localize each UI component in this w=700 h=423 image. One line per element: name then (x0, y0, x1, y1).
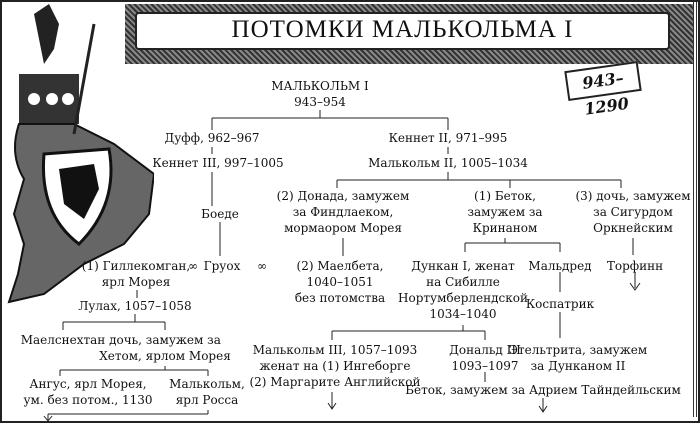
node-maldred: Мальдред (528, 259, 592, 273)
line: за Дунканом II (530, 359, 626, 373)
line: дочь, замужем за (109, 333, 221, 347)
line: Этельтрита, замужем (508, 343, 648, 357)
line: (3) дочь, замужем (575, 189, 691, 203)
line: Малькольм III, 1057–1093 (252, 343, 418, 357)
node-name: МАЛЬКОЛЬМ I (271, 79, 369, 93)
marriage-icon: ∞ (257, 259, 267, 273)
node-betok (467, 188, 542, 236)
line: ярл Росса (175, 393, 239, 407)
node-years: 943–954 (294, 95, 346, 109)
line: (2) Донада, замужем (276, 189, 410, 203)
line: 1093–1097 (451, 359, 519, 373)
line: Нортумберлендской (398, 291, 528, 305)
node-angus (23, 376, 152, 408)
node-ethelreda (509, 342, 647, 374)
line: Ангус, ярл Морея, (29, 377, 147, 391)
node-maelsnechtan: Маелснехтан (20, 333, 106, 347)
node-duncan-1 (398, 258, 528, 322)
node-gruoch: Груох (203, 259, 241, 273)
node-malcolm-1 (271, 78, 369, 110)
line: Хетом, ярлом Морея (99, 349, 231, 363)
marriage-icon: ∞ (188, 259, 198, 273)
line: (2) Маргарите Английской (249, 375, 421, 389)
line: без потомства (294, 291, 386, 305)
line: Дональд III (449, 343, 521, 357)
node-cospatric: Коспатрик (525, 297, 595, 311)
line: (2) Маелбета, (296, 259, 384, 273)
line: (1) Беток, (474, 189, 536, 203)
line: за Сигурдом (593, 205, 673, 219)
node-donada (277, 188, 410, 236)
node-gillecomgan (82, 258, 190, 290)
line: ум. без потом., 1130 (23, 393, 153, 407)
node-macbeth (295, 258, 385, 306)
node-kenneth-3: Кеннет III, 997–1005 (152, 156, 284, 170)
line: за Финдлаеком, (292, 205, 394, 219)
line: Малькольм, (169, 377, 245, 391)
line: 1040–1051 (306, 275, 374, 289)
line: женат на (1) Ингеборге (259, 359, 411, 373)
line: замужем за (467, 205, 543, 219)
line: ярл Морея (101, 275, 171, 289)
page-title: ПОТОМКИ МАЛЬКОЛЬМА I (231, 16, 574, 43)
node-malcolm-2: Малькольм II, 1005–1034 (368, 156, 528, 170)
node-malcolm-ross (169, 376, 245, 408)
line: 1034–1040 (429, 307, 497, 321)
line: Оркнейским (593, 221, 673, 235)
node-kenneth-2: Кеннет II, 971–995 (388, 131, 508, 145)
line: Дункан I, женат (411, 259, 515, 273)
node-betok-2: Беток, замужем за Адрием Тайндейльским (405, 383, 681, 397)
node-daughter-heth (99, 332, 231, 364)
date-ribbon: 943–1290 (564, 61, 641, 101)
node-lulach: Лулах, 1057–1058 (78, 299, 192, 313)
node-duff: Дуфф, 962–967 (164, 131, 260, 145)
line: Кринаном (472, 221, 538, 235)
node-daughter-sigurd (575, 188, 690, 236)
line: мормаором Морея (284, 221, 402, 235)
node-boede: Боеде (201, 207, 239, 221)
node-thorfinn: Торфинн (606, 259, 664, 273)
line: (1) Гиллекомган, (81, 259, 191, 273)
node-malcolm-3 (249, 342, 420, 390)
line: на Сибилле (426, 275, 500, 289)
